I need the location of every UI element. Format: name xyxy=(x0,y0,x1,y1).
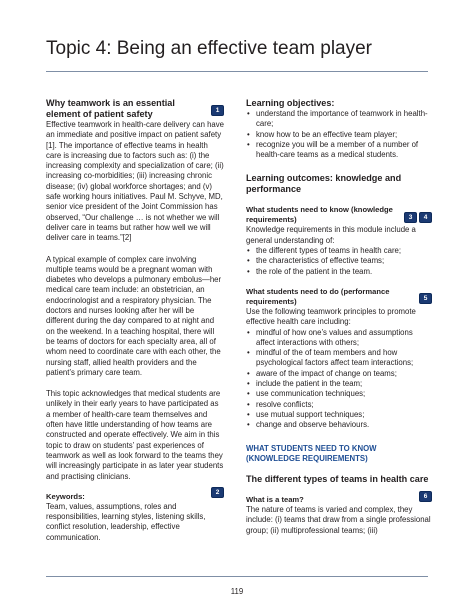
know-heading-row xyxy=(246,205,432,225)
top-rule xyxy=(46,71,428,72)
slide-badge-6: 6 xyxy=(419,491,432,502)
list-item: • mindful of how one’s values and assumptions affect interactions with others; xyxy=(246,328,432,349)
safety-paragraph-3: This topic acknowledges that medical students are unlikely in their early years to have participated as a member of health-care team themselves and often have little understanding of how teams are constructed and operate effectively. We aim in this topic to draw on students’ past experiences of teamwork as well as look forward to the teams they will increasingly participate in as later year students and practising clinicians. xyxy=(46,389,224,481)
spacer xyxy=(246,464,432,474)
safety-heading: Why teamwork is an essential element of patient safety xyxy=(46,98,175,119)
keywords-badges xyxy=(209,484,224,502)
list-item: • use communication techniques; xyxy=(246,389,432,399)
page-title: Topic 4: Being an effective team player xyxy=(46,38,373,59)
list-item: • use mutual support techniques; xyxy=(246,410,432,420)
spacer xyxy=(246,195,432,205)
outcomes-heading: Learning outcomes: knowledge and performance xyxy=(246,173,402,195)
bottom-rule xyxy=(46,576,428,577)
list-item: • include the patient in the team; xyxy=(246,379,432,389)
what-text: The nature of teams is varied and complex, they include: (i) teams that draw from a single professional group; (ii) multiprofessional teams; (iii) xyxy=(246,505,431,535)
page-number: 119 xyxy=(230,587,244,596)
list-item: • the role of the patient in the team. xyxy=(246,267,432,277)
list-item: • change and observe behaviours. xyxy=(246,420,432,430)
objectives-list xyxy=(246,109,432,160)
list-item: • understand the importance of teamwork in health-care; xyxy=(246,109,432,130)
types-heading: The different types of teams in health care xyxy=(246,474,429,485)
list-item: • resolve conflicts; xyxy=(246,400,432,410)
list-item: • the different types of teams in health care; xyxy=(246,246,432,256)
left-column xyxy=(46,98,224,543)
spacer xyxy=(246,485,432,495)
slide-badge-5: 5 xyxy=(419,293,432,304)
do-list xyxy=(246,328,432,431)
spacer xyxy=(46,482,224,492)
list-item: • mindful of the of team members and how psychological factors affect team interactions; xyxy=(246,348,432,369)
know-badges xyxy=(402,208,432,226)
section-heading: WHAT STUDENTS NEED TO KNOW (KNOWLEDGE REQUIREMENTS) xyxy=(246,443,377,463)
what-badges xyxy=(417,488,432,506)
safety-paragraph-2: A typical example of complex care involving multiple teams would be a pregnant woman with diabetes who develops a pulmonary embolus—her medical care team include: an obstetrician, an endocrinologist and a respiratory physician. The doctors and nurses looking after her will be different during the day compared to at night and on the weekend. In a teaching hospital, there will be teams of doctors for each specialty area, all of whom need to coordinate care with each other, the nursing staff, allied health providers and the patient’s primary care team. xyxy=(46,254,222,377)
spacer xyxy=(246,277,432,287)
know-intro: Knowledge requirements in this module include a general understanding of: xyxy=(246,225,416,245)
list-item: • recognize you will be a member of a number of health-care teams as a medical students. xyxy=(246,140,432,161)
do-badges xyxy=(417,290,432,308)
objectives-heading: Learning objectives: xyxy=(246,98,335,108)
keywords-heading: Keywords: xyxy=(46,491,85,501)
slide-badge-1: 1 xyxy=(211,105,224,116)
spacer xyxy=(246,431,432,444)
safety-heading-row xyxy=(46,98,224,120)
know-list xyxy=(246,246,432,277)
list-item: • the characteristics of effective teams; xyxy=(246,256,432,266)
slide-badge-4: 4 xyxy=(419,212,432,223)
slide-badge-2: 2 xyxy=(211,487,224,498)
list-item: • know how to be an effective team player; xyxy=(246,130,432,140)
right-column xyxy=(246,98,432,536)
what-heading-row xyxy=(246,495,432,505)
do-heading: What students need to do (performance requirements) xyxy=(246,286,390,306)
do-intro: Use the following teamwork principles to promote effective health care including: xyxy=(246,306,416,327)
do-heading-row xyxy=(246,287,432,307)
keywords-text: Team, values, assumptions, roles and responsibilities, learning styles, listening skills, conflict resolution, leadership, effective communication. xyxy=(46,501,206,542)
spacer xyxy=(246,160,432,173)
list-item: • aware of the impact of change on teams; xyxy=(246,369,432,379)
what-heading: What is a team? xyxy=(246,495,304,505)
keywords-heading-row xyxy=(46,489,224,502)
know-heading: What students need to know (knowledge requirements) xyxy=(246,205,393,225)
safety-badges xyxy=(209,102,224,120)
slide-badge-3: 3 xyxy=(404,212,417,223)
safety-paragraph-1: Effective teamwork in health-care delivery can have an immediate and positive impact on patient safety [1]. The importance of effective teams in health care is increasing due to factors such as: (i) the increasing complexity and specialization of care; (ii) increasing co-morbidities; (iii) increasing chronic disease; (iv) global workforce shortages; and (v) safe working hours initiatives. Paul M. Schyve, MD, senior vice president of the Joint Commission has observed, “Our challenge … is not whether we will deliver care in teams but rather how well we will deliver care in teams.”[2] xyxy=(46,120,224,243)
